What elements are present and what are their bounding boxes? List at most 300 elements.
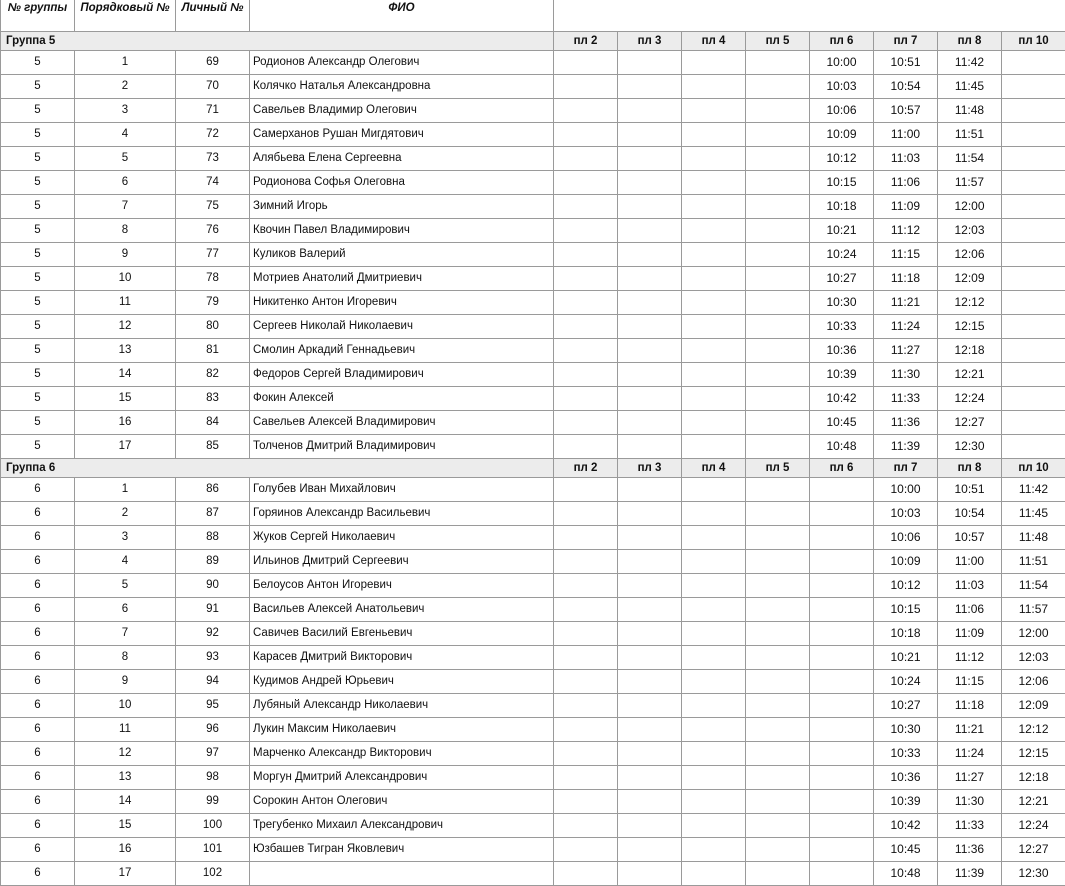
time-cell[interactable]: [1002, 99, 1065, 123]
time-cell[interactable]: [554, 315, 618, 339]
fio-cell[interactable]: Лукин Максим Николаевич: [250, 718, 554, 742]
time-cell[interactable]: [618, 502, 682, 526]
time-cell[interactable]: 11:51: [1002, 550, 1065, 574]
time-cell[interactable]: [618, 51, 682, 75]
group-no-cell[interactable]: 5: [1, 195, 75, 219]
group-no-cell[interactable]: 6: [1, 694, 75, 718]
fio-cell[interactable]: Алябьева Елена Сергеевна: [250, 147, 554, 171]
time-cell[interactable]: [1002, 267, 1065, 291]
personal-no-cell[interactable]: 87: [176, 502, 250, 526]
time-cell[interactable]: [682, 363, 746, 387]
time-cell[interactable]: [682, 339, 746, 363]
time-cell[interactable]: 10:42: [874, 814, 938, 838]
pl-header-cell[interactable]: пл 3: [618, 32, 682, 51]
order-no-cell[interactable]: 12: [75, 742, 176, 766]
time-cell[interactable]: 10:57: [874, 99, 938, 123]
time-cell[interactable]: [1002, 435, 1065, 459]
order-no-cell[interactable]: 8: [75, 646, 176, 670]
time-cell[interactable]: [1002, 147, 1065, 171]
personal-no-cell[interactable]: 90: [176, 574, 250, 598]
time-cell[interactable]: 12:18: [1002, 766, 1065, 790]
group-no-cell[interactable]: 5: [1, 171, 75, 195]
time-cell[interactable]: [746, 502, 810, 526]
time-cell[interactable]: 12:24: [938, 387, 1002, 411]
time-cell[interactable]: 11:51: [938, 123, 1002, 147]
group-no-cell[interactable]: 6: [1, 646, 75, 670]
order-no-cell[interactable]: 4: [75, 123, 176, 147]
personal-no-cell[interactable]: 71: [176, 99, 250, 123]
time-cell[interactable]: 10:36: [810, 339, 874, 363]
time-cell[interactable]: [618, 147, 682, 171]
time-cell[interactable]: 12:09: [938, 267, 1002, 291]
time-cell[interactable]: 11:33: [874, 387, 938, 411]
personal-no-cell[interactable]: 86: [176, 478, 250, 502]
personal-no-cell[interactable]: 74: [176, 171, 250, 195]
time-cell[interactable]: [682, 75, 746, 99]
time-cell[interactable]: [618, 646, 682, 670]
time-cell[interactable]: 10:39: [874, 790, 938, 814]
time-cell[interactable]: [746, 526, 810, 550]
time-cell[interactable]: [554, 670, 618, 694]
order-no-cell[interactable]: 14: [75, 790, 176, 814]
order-no-cell[interactable]: 10: [75, 694, 176, 718]
fio-cell[interactable]: Жуков Сергей Николаевич: [250, 526, 554, 550]
group-no-cell[interactable]: 5: [1, 387, 75, 411]
personal-no-cell[interactable]: 73: [176, 147, 250, 171]
fio-cell[interactable]: Лубяный Александр Николаевич: [250, 694, 554, 718]
order-no-cell[interactable]: 17: [75, 862, 176, 886]
time-cell[interactable]: [618, 670, 682, 694]
time-cell[interactable]: [810, 694, 874, 718]
time-cell[interactable]: [618, 718, 682, 742]
time-cell[interactable]: [618, 790, 682, 814]
group-no-cell[interactable]: 5: [1, 51, 75, 75]
time-cell[interactable]: [682, 862, 746, 886]
time-cell[interactable]: [810, 574, 874, 598]
time-cell[interactable]: 11:45: [938, 75, 1002, 99]
time-cell[interactable]: [746, 99, 810, 123]
fio-cell[interactable]: Колячко Наталья Александровна: [250, 75, 554, 99]
time-cell[interactable]: [682, 387, 746, 411]
time-cell[interactable]: [618, 598, 682, 622]
time-cell[interactable]: [554, 598, 618, 622]
time-cell[interactable]: [746, 123, 810, 147]
time-cell[interactable]: [682, 147, 746, 171]
time-cell[interactable]: 10:24: [874, 670, 938, 694]
fio-cell[interactable]: Савельев Владимир Олегович: [250, 99, 554, 123]
time-cell[interactable]: 10:15: [874, 598, 938, 622]
time-cell[interactable]: [618, 694, 682, 718]
time-cell[interactable]: 10:45: [874, 838, 938, 862]
time-cell[interactable]: 11:54: [938, 147, 1002, 171]
time-cell[interactable]: [746, 219, 810, 243]
time-cell[interactable]: [1002, 339, 1065, 363]
order-no-cell[interactable]: 11: [75, 291, 176, 315]
pl-header-cell[interactable]: пл 5: [746, 32, 810, 51]
time-cell[interactable]: [618, 267, 682, 291]
time-cell[interactable]: 10:06: [874, 526, 938, 550]
time-cell[interactable]: [746, 646, 810, 670]
time-cell[interactable]: 11:12: [874, 219, 938, 243]
time-cell[interactable]: 11:24: [938, 742, 1002, 766]
group-no-cell[interactable]: 6: [1, 598, 75, 622]
time-cell[interactable]: [746, 435, 810, 459]
order-no-cell[interactable]: 13: [75, 339, 176, 363]
time-cell[interactable]: 11:33: [938, 814, 1002, 838]
pl-header-cell[interactable]: пл 10: [1002, 32, 1065, 51]
time-cell[interactable]: [618, 435, 682, 459]
time-cell[interactable]: [746, 411, 810, 435]
group-no-cell[interactable]: 5: [1, 267, 75, 291]
personal-no-cell[interactable]: 89: [176, 550, 250, 574]
time-cell[interactable]: 11:30: [874, 363, 938, 387]
order-no-cell[interactable]: 5: [75, 574, 176, 598]
order-no-cell[interactable]: 1: [75, 51, 176, 75]
time-cell[interactable]: [810, 790, 874, 814]
time-cell[interactable]: [746, 790, 810, 814]
personal-no-cell[interactable]: 99: [176, 790, 250, 814]
time-cell[interactable]: [554, 718, 618, 742]
time-cell[interactable]: [746, 147, 810, 171]
time-cell[interactable]: 11:36: [938, 838, 1002, 862]
group-no-cell[interactable]: 6: [1, 526, 75, 550]
time-cell[interactable]: [554, 99, 618, 123]
time-cell[interactable]: [1002, 75, 1065, 99]
fio-cell[interactable]: Ильинов Дмитрий Сергеевич: [250, 550, 554, 574]
personal-no-cell[interactable]: 70: [176, 75, 250, 99]
personal-no-cell[interactable]: 88: [176, 526, 250, 550]
time-cell[interactable]: [618, 742, 682, 766]
fio-cell[interactable]: Родионова Софья Олеговна: [250, 171, 554, 195]
time-cell[interactable]: [746, 339, 810, 363]
fio-cell[interactable]: Куликов Валерий: [250, 243, 554, 267]
order-no-cell[interactable]: 10: [75, 267, 176, 291]
personal-no-cell[interactable]: 76: [176, 219, 250, 243]
time-cell[interactable]: 12:18: [938, 339, 1002, 363]
fio-cell[interactable]: Голубев Иван Михайлович: [250, 478, 554, 502]
order-no-cell[interactable]: 3: [75, 526, 176, 550]
fio-cell[interactable]: Мотриев Анатолий Дмитриевич: [250, 267, 554, 291]
time-cell[interactable]: 10:00: [810, 51, 874, 75]
time-cell[interactable]: 12:03: [1002, 646, 1065, 670]
time-cell[interactable]: [554, 123, 618, 147]
fio-cell[interactable]: Федоров Сергей Владимирович: [250, 363, 554, 387]
time-cell[interactable]: [554, 766, 618, 790]
personal-no-cell[interactable]: 79: [176, 291, 250, 315]
time-cell[interactable]: 11:06: [938, 598, 1002, 622]
time-cell[interactable]: 10:12: [874, 574, 938, 598]
time-cell[interactable]: 10:57: [938, 526, 1002, 550]
time-cell[interactable]: 10:09: [810, 123, 874, 147]
time-cell[interactable]: [554, 219, 618, 243]
time-cell[interactable]: [618, 838, 682, 862]
time-cell[interactable]: [554, 243, 618, 267]
time-cell[interactable]: 12:00: [938, 195, 1002, 219]
time-cell[interactable]: [746, 550, 810, 574]
personal-no-cell[interactable]: 97: [176, 742, 250, 766]
personal-no-cell[interactable]: 82: [176, 363, 250, 387]
time-cell[interactable]: [554, 790, 618, 814]
time-cell[interactable]: [554, 742, 618, 766]
group-no-cell[interactable]: 6: [1, 766, 75, 790]
fio-cell[interactable]: Толченов Дмитрий Владимирович: [250, 435, 554, 459]
header-group-no[interactable]: № группы: [1, 0, 75, 32]
pl-header-cell[interactable]: пл 5: [746, 459, 810, 478]
time-cell[interactable]: [746, 195, 810, 219]
time-cell[interactable]: [682, 478, 746, 502]
time-cell[interactable]: [746, 694, 810, 718]
time-cell[interactable]: 10:24: [810, 243, 874, 267]
time-cell[interactable]: 10:15: [810, 171, 874, 195]
time-cell[interactable]: 11:57: [1002, 598, 1065, 622]
time-cell[interactable]: [554, 387, 618, 411]
time-cell[interactable]: [618, 550, 682, 574]
time-cell[interactable]: [618, 526, 682, 550]
personal-no-cell[interactable]: 100: [176, 814, 250, 838]
personal-no-cell[interactable]: 81: [176, 339, 250, 363]
time-cell[interactable]: [1002, 363, 1065, 387]
pl-header-cell[interactable]: пл 6: [810, 459, 874, 478]
time-cell[interactable]: 12:15: [1002, 742, 1065, 766]
group-no-cell[interactable]: 5: [1, 99, 75, 123]
time-cell[interactable]: 11:57: [938, 171, 1002, 195]
time-cell[interactable]: [618, 315, 682, 339]
time-cell[interactable]: 11:21: [874, 291, 938, 315]
order-no-cell[interactable]: 15: [75, 387, 176, 411]
group-no-cell[interactable]: 5: [1, 315, 75, 339]
time-cell[interactable]: 10:33: [874, 742, 938, 766]
time-cell[interactable]: [746, 363, 810, 387]
time-cell[interactable]: 10:36: [874, 766, 938, 790]
time-cell[interactable]: [682, 195, 746, 219]
time-cell[interactable]: [810, 814, 874, 838]
time-cell[interactable]: 10:12: [810, 147, 874, 171]
time-cell[interactable]: [554, 171, 618, 195]
personal-no-cell[interactable]: 78: [176, 267, 250, 291]
time-cell[interactable]: 12:09: [1002, 694, 1065, 718]
time-cell[interactable]: [618, 291, 682, 315]
time-cell[interactable]: [618, 478, 682, 502]
time-cell[interactable]: 11:00: [874, 123, 938, 147]
group-no-cell[interactable]: 6: [1, 622, 75, 646]
time-cell[interactable]: [618, 219, 682, 243]
personal-no-cell[interactable]: 91: [176, 598, 250, 622]
time-cell[interactable]: [554, 502, 618, 526]
time-cell[interactable]: 11:48: [938, 99, 1002, 123]
pl-header-cell[interactable]: пл 6: [810, 32, 874, 51]
order-no-cell[interactable]: 13: [75, 766, 176, 790]
time-cell[interactable]: [554, 267, 618, 291]
fio-cell[interactable]: Смолин Аркадий Геннадьевич: [250, 339, 554, 363]
group-no-cell[interactable]: 5: [1, 435, 75, 459]
fio-cell[interactable]: Фокин Алексей: [250, 387, 554, 411]
time-cell[interactable]: 10:48: [810, 435, 874, 459]
pl-header-cell[interactable]: пл 7: [874, 32, 938, 51]
personal-no-cell[interactable]: 69: [176, 51, 250, 75]
order-no-cell[interactable]: 9: [75, 670, 176, 694]
group-no-cell[interactable]: 5: [1, 147, 75, 171]
personal-no-cell[interactable]: 83: [176, 387, 250, 411]
time-cell[interactable]: 11:39: [938, 862, 1002, 886]
time-cell[interactable]: [1002, 315, 1065, 339]
group-no-cell[interactable]: 5: [1, 291, 75, 315]
pl-header-cell[interactable]: пл 3: [618, 459, 682, 478]
personal-no-cell[interactable]: 94: [176, 670, 250, 694]
time-cell[interactable]: 11:18: [938, 694, 1002, 718]
time-cell[interactable]: 11:42: [938, 51, 1002, 75]
personal-no-cell[interactable]: 93: [176, 646, 250, 670]
order-no-cell[interactable]: 7: [75, 622, 176, 646]
time-cell[interactable]: [682, 99, 746, 123]
time-cell[interactable]: [746, 315, 810, 339]
fio-cell[interactable]: Белоусов Антон Игоревич: [250, 574, 554, 598]
order-no-cell[interactable]: 6: [75, 171, 176, 195]
time-cell[interactable]: [618, 766, 682, 790]
order-no-cell[interactable]: 2: [75, 502, 176, 526]
fio-cell[interactable]: [250, 862, 554, 886]
time-cell[interactable]: [1002, 123, 1065, 147]
time-cell[interactable]: 12:12: [938, 291, 1002, 315]
time-cell[interactable]: 10:39: [810, 363, 874, 387]
time-cell[interactable]: [554, 291, 618, 315]
time-cell[interactable]: [810, 526, 874, 550]
time-cell[interactable]: 11:27: [938, 766, 1002, 790]
time-cell[interactable]: 12:15: [938, 315, 1002, 339]
time-cell[interactable]: 11:09: [938, 622, 1002, 646]
time-cell[interactable]: 11:42: [1002, 478, 1065, 502]
fio-cell[interactable]: Юзбашев Тигран Яковлевич: [250, 838, 554, 862]
time-cell[interactable]: 12:30: [1002, 862, 1065, 886]
time-cell[interactable]: 11:03: [874, 147, 938, 171]
time-cell[interactable]: [1002, 243, 1065, 267]
pl-header-cell[interactable]: пл 4: [682, 32, 746, 51]
fio-cell[interactable]: Квочин Павел Владимирович: [250, 219, 554, 243]
time-cell[interactable]: [554, 363, 618, 387]
time-cell[interactable]: [682, 694, 746, 718]
personal-no-cell[interactable]: 101: [176, 838, 250, 862]
time-cell[interactable]: [1002, 387, 1065, 411]
time-cell[interactable]: [682, 622, 746, 646]
time-cell[interactable]: 12:24: [1002, 814, 1065, 838]
group-no-cell[interactable]: 6: [1, 670, 75, 694]
pl-header-cell[interactable]: пл 10: [1002, 459, 1065, 478]
time-cell[interactable]: [554, 195, 618, 219]
time-cell[interactable]: [682, 315, 746, 339]
pl-header-cell[interactable]: пл 8: [938, 32, 1002, 51]
time-cell[interactable]: [618, 363, 682, 387]
order-no-cell[interactable]: 14: [75, 363, 176, 387]
time-cell[interactable]: 12:27: [938, 411, 1002, 435]
time-cell[interactable]: [682, 411, 746, 435]
pl-header-cell[interactable]: пл 2: [554, 459, 618, 478]
pl-header-cell[interactable]: пл 8: [938, 459, 1002, 478]
fio-cell[interactable]: Горяинов Александр Васильевич: [250, 502, 554, 526]
time-cell[interactable]: 12:06: [1002, 670, 1065, 694]
time-cell[interactable]: 11:54: [1002, 574, 1065, 598]
time-cell[interactable]: [554, 526, 618, 550]
time-cell[interactable]: 10:03: [874, 502, 938, 526]
group-no-cell[interactable]: 6: [1, 790, 75, 814]
time-cell[interactable]: [554, 51, 618, 75]
personal-no-cell[interactable]: 80: [176, 315, 250, 339]
time-cell[interactable]: [1002, 219, 1065, 243]
time-cell[interactable]: [746, 387, 810, 411]
group-no-cell[interactable]: 6: [1, 502, 75, 526]
time-cell[interactable]: [618, 387, 682, 411]
personal-no-cell[interactable]: 75: [176, 195, 250, 219]
time-cell[interactable]: [682, 574, 746, 598]
time-cell[interactable]: 10:48: [874, 862, 938, 886]
time-cell[interactable]: [682, 435, 746, 459]
time-cell[interactable]: [746, 814, 810, 838]
time-cell[interactable]: [618, 75, 682, 99]
time-cell[interactable]: [746, 171, 810, 195]
time-cell[interactable]: 10:54: [874, 75, 938, 99]
fio-cell[interactable]: Карасев Дмитрий Викторович: [250, 646, 554, 670]
time-cell[interactable]: [682, 598, 746, 622]
header-order-no[interactable]: Порядковый №: [75, 0, 176, 32]
time-cell[interactable]: [618, 814, 682, 838]
time-cell[interactable]: 10:09: [874, 550, 938, 574]
time-cell[interactable]: [810, 646, 874, 670]
time-cell[interactable]: 11:18: [874, 267, 938, 291]
group-no-cell[interactable]: 6: [1, 574, 75, 598]
personal-no-cell[interactable]: 92: [176, 622, 250, 646]
time-cell[interactable]: [810, 502, 874, 526]
time-cell[interactable]: 12:00: [1002, 622, 1065, 646]
order-no-cell[interactable]: 4: [75, 550, 176, 574]
time-cell[interactable]: [682, 219, 746, 243]
order-no-cell[interactable]: 2: [75, 75, 176, 99]
order-no-cell[interactable]: 6: [75, 598, 176, 622]
time-cell[interactable]: [618, 123, 682, 147]
time-cell[interactable]: [554, 814, 618, 838]
time-cell[interactable]: [554, 478, 618, 502]
time-cell[interactable]: 10:51: [938, 478, 1002, 502]
time-cell[interactable]: [682, 502, 746, 526]
order-no-cell[interactable]: 15: [75, 814, 176, 838]
time-cell[interactable]: [682, 526, 746, 550]
time-cell[interactable]: [810, 862, 874, 886]
time-cell[interactable]: 10:27: [874, 694, 938, 718]
group-no-cell[interactable]: 5: [1, 363, 75, 387]
time-cell[interactable]: [1002, 171, 1065, 195]
time-cell[interactable]: 11:27: [874, 339, 938, 363]
time-cell[interactable]: 11:36: [874, 411, 938, 435]
order-no-cell[interactable]: 8: [75, 219, 176, 243]
personal-no-cell[interactable]: 95: [176, 694, 250, 718]
time-cell[interactable]: 11:12: [938, 646, 1002, 670]
group-no-cell[interactable]: 6: [1, 862, 75, 886]
time-cell[interactable]: [746, 766, 810, 790]
order-no-cell[interactable]: 11: [75, 718, 176, 742]
time-cell[interactable]: [746, 862, 810, 886]
time-cell[interactable]: 12:27: [1002, 838, 1065, 862]
time-cell[interactable]: [618, 862, 682, 886]
group-no-cell[interactable]: 6: [1, 742, 75, 766]
time-cell[interactable]: [746, 670, 810, 694]
time-cell[interactable]: [682, 243, 746, 267]
fio-cell[interactable]: Савельев Алексей Владимирович: [250, 411, 554, 435]
time-cell[interactable]: 10:21: [874, 646, 938, 670]
time-cell[interactable]: [810, 670, 874, 694]
time-cell[interactable]: [810, 550, 874, 574]
time-cell[interactable]: 12:30: [938, 435, 1002, 459]
personal-no-cell[interactable]: 72: [176, 123, 250, 147]
time-cell[interactable]: [554, 622, 618, 646]
time-cell[interactable]: [1002, 291, 1065, 315]
personal-no-cell[interactable]: 77: [176, 243, 250, 267]
